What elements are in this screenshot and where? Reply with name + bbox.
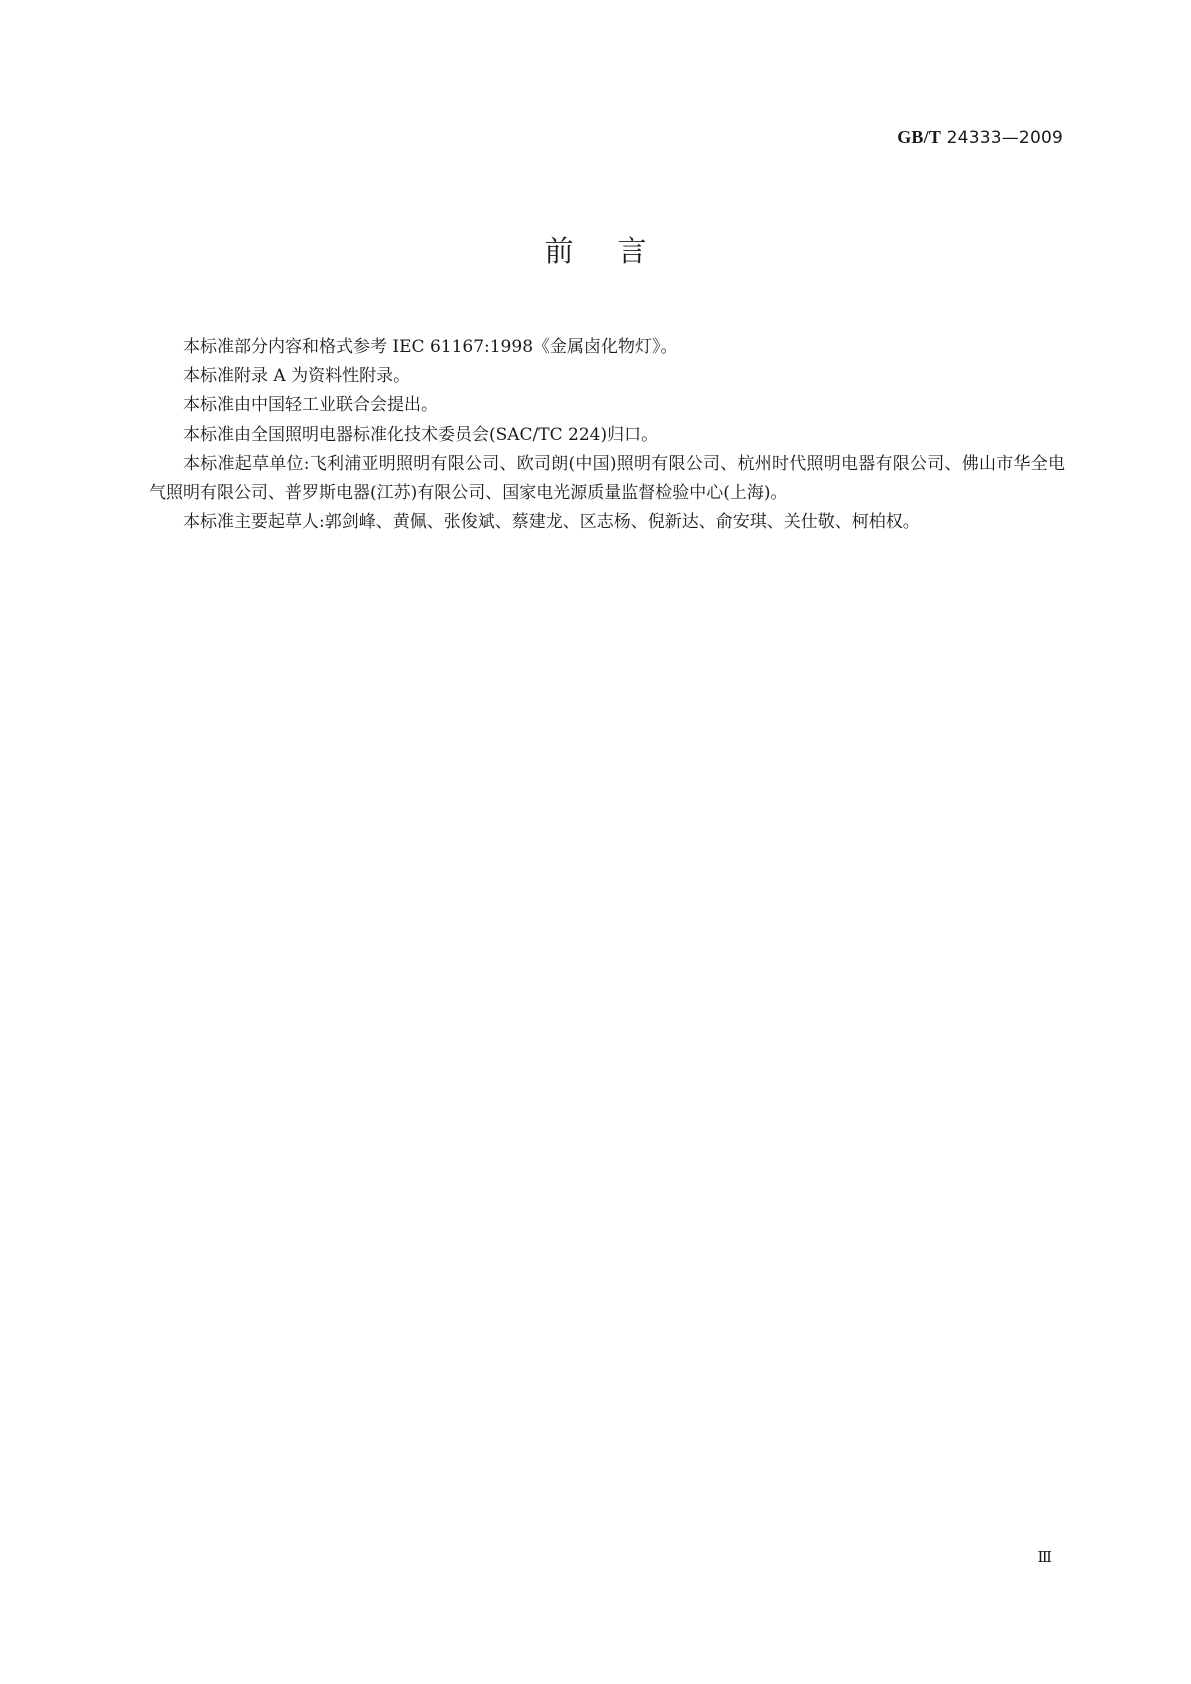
paragraph-appendix: 本标准附录 A 为资料性附录。 [183, 366, 411, 387]
foreword-body [149, 333, 1065, 537]
page-title: 前言 [544, 234, 691, 268]
paragraph-committee: 本标准由全国照明电器标准化技术委员会(SAC/TC 224)归口。 [183, 424, 659, 445]
standard-code [897, 127, 1063, 148]
paragraph-proposer: 本标准由中国轻工业联合会提出。 [183, 395, 438, 416]
paragraph-drafting-units: 本标准起草单位:飞利浦亚明照明有限公司、欧司朗(中国)照明有限公司、杭州时代照明电器有限公司、佛山市华全电气照明有限公司、普罗斯电器(江苏)有限公司、国家电光源质量监督检验中心(上海)。 [149, 453, 1065, 504]
page-number: Ⅲ [1037, 1548, 1052, 1566]
paragraph-reference: 本标准部分内容和格式参考 IEC 61167:1998《金属卤化物灯》。 [183, 337, 678, 357]
standard-code-prefix: GB/T [897, 127, 942, 147]
standard-code-number: 24333—2009 [946, 128, 1063, 148]
paragraph-drafters: 本标准主要起草人:郭剑峰、黄佩、张俊斌、蔡建龙、区志杨、倪新达、俞安琪、关仕敬、柯柏权。 [183, 512, 920, 533]
